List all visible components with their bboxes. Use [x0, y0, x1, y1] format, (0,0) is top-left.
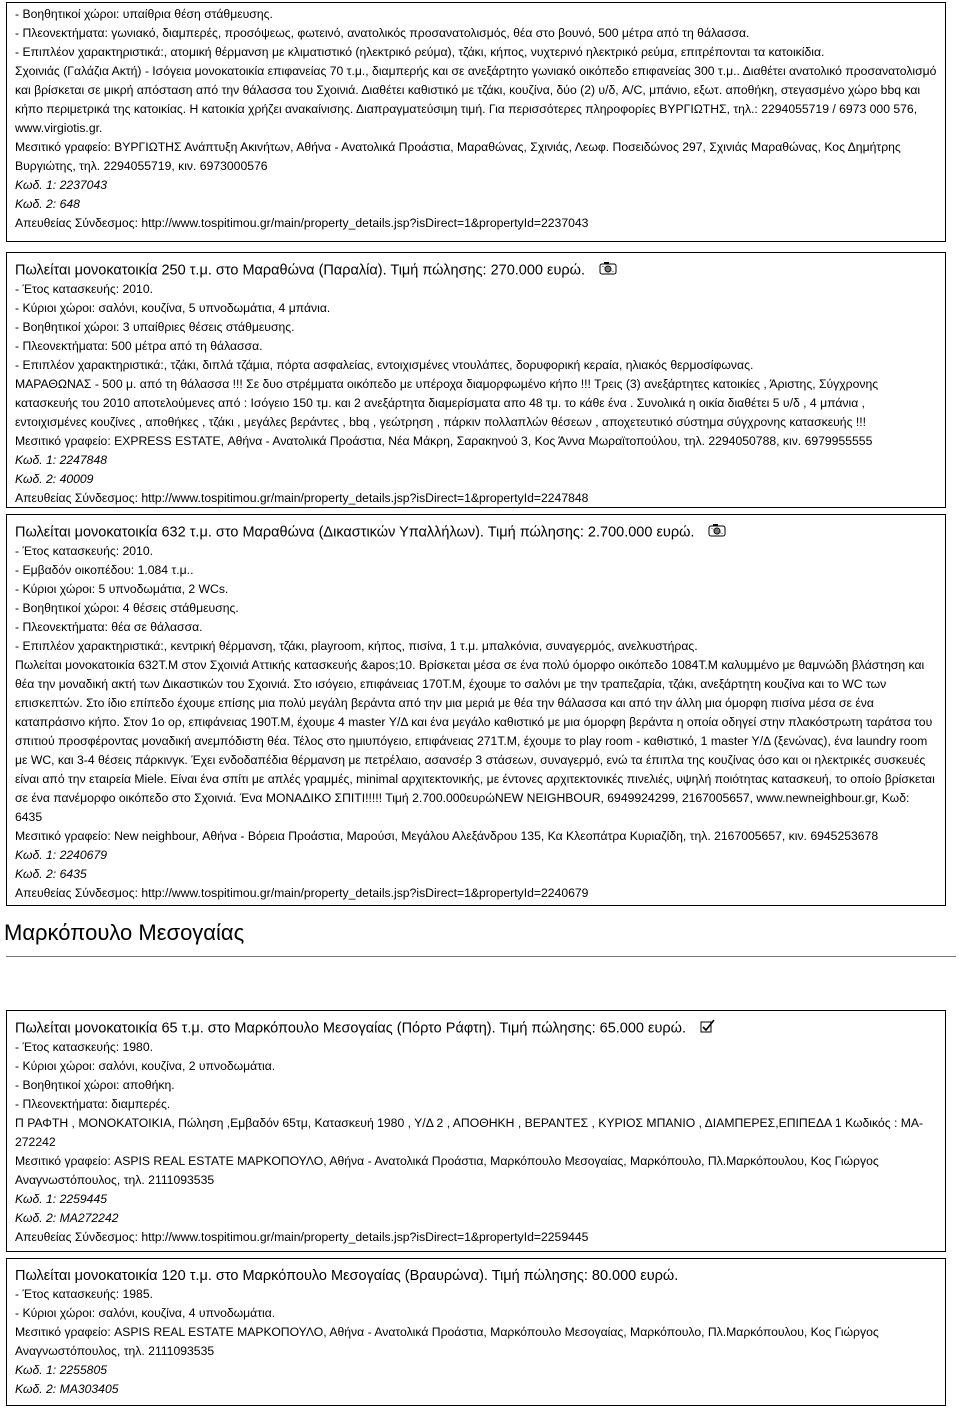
feature-line: - Πλεονεκτήματα: θέα σε θάλασσα.: [15, 620, 203, 634]
feature-line: - Πλεονεκτήματα: γωνιακό, διαμπερές, προσόψεως, φωτεινό, ανατολικός προσανατολισμός, θέα στο βουνό, 500 μέτρα από τη θάλασσα.: [15, 26, 750, 40]
feature-line: - Βοηθητικοί χώροι: αποθήκη.: [15, 1078, 175, 1092]
listing-card: [6, 252, 946, 508]
agency-info: Μεσιτικό γραφείο: ASPIS REAL ESTATE ΜΑΡΚΟΠΟΥΛΟ, Αθήνα - Ανατολικά Προάστια, Μαρκόπουλο Μεσογαίας, Μαρκόπουλο, Πλ.Μαρκόπουλου, Κος Γιώργος Αναγνωστόπουλος, τηλ. 2111093535: [15, 1325, 879, 1358]
camera-icon[interactable]: [708, 523, 726, 542]
code-2: Κωδ. 2: 6435: [15, 867, 87, 881]
checkbox-icon[interactable]: [700, 1019, 716, 1038]
feature-line: - Πλεονεκτήματα: 500 μέτρα από τη θάλασσα.: [15, 339, 263, 353]
agency-info: Μεσιτικό γραφείο: ASPIS REAL ESTATE ΜΑΡΚΟΠΟΥΛΟ, Αθήνα - Ανατολικά Προάστια, Μαρκόπουλο Μεσογαίας, Μαρκόπουλο, Πλ.Μαρκόπουλου, Κος Γιώργος Αναγνωστόπουλος, τηλ. 2111093535: [15, 1154, 879, 1187]
section-divider: [6, 956, 956, 957]
feature-line: - Έτος κατασκευής: 2010.: [15, 544, 153, 558]
code-1: Κωδ. 1: 2255805: [15, 1363, 108, 1377]
feature-line: - Βοηθητικοί χώροι: 4 θέσεις στάθμευσης.: [15, 601, 239, 615]
listing-description: Σχοινιάς (Γαλάζια Ακτή) - Ισόγεια μονοκατοικία επιφανείας 70 τ.μ., διαμπερής και σε ανεξάρτητο γωνιακό οικόπεδο επιφανείας 300 τ.μ.. Διαθέτει ανατολικό προσανατολισμό και βρίσκεται σε μικρή απόσταση από την θάλασσα του Σχοινιά. Διαθέτει καθιστικό με τζάκι, κουζίνα, δύο (2) υ/δ, A/C, μπάνιο, εξωτ. αποθήκη, στεγασμένο χώρο bbq και κήπο περιμετρικά της κατοικίας. Η κατοικία χρήζει ανακαίνισης. Διαπραγματεύσιμη τιμή. Για περισσότερες πληροφορίες ΒΥΡΓΙΩΤΗΣ, τηλ.: 2294055719 / 6973 000 576, www.virgiotis.gr.: [15, 64, 937, 135]
listing-title: [15, 1019, 937, 1038]
agency-info: Μεσιτικό γραφείο: ΒΥΡΓΙΩΤΗΣ Ανάπτυξη Ακινήτων, Αθήνα - Ανατολικά Προάστια, Μαραθώνας, Σχινιάς, Λεωφ. Ποσειδώνος 297, Σχινιάς Μαραθώνας, Κος Δημήτρης Βυργιώτης, τηλ. 2294055719, κιν. 6973000576: [15, 140, 901, 173]
feature-line: - Πλεονεκτήματα: διαμπερές.: [15, 1097, 171, 1111]
code-2: Κωδ. 2: 648: [15, 197, 80, 211]
code-2: Κωδ. 2: 40009: [15, 472, 94, 486]
feature-line: - Βοηθητικοί χώροι: 3 υπαίθριες θέσεις στάθμευσης.: [15, 320, 295, 334]
feature-line: - Έτος κατασκευής: 1980.: [15, 1040, 153, 1054]
listing-description: ΜΑΡΑΘΩΝΑΣ - 500 μ. από τη θάλασσα !!! Σε δυο στρέμματα οικόπεδο με υπέροχα διαμορφωμένο κήπο !!! Τρεις (3) ανεξάρτητες κατοικίες , Άριστης, Σύγχρονης κατασκευής του 2010 αποτελούμενες από : Ισόγειο 150 τμ. και 2 ανεξάρτητα διαμερίσματα απο 48 τμ. το κάθε ένα . Συνολικά η οικία διαθέτει 5 υ/δ , 4 μπάνια , εντοιχισμένες κουζίνες , αποθήκες , τζάκι , μεγάλες βεράντες , bbq , γεώτρηση , πάρκιν πολλαπλών θέσεων , αποχετευτικό σύστημα σύγχρονης κατασκευής !!!: [15, 377, 879, 429]
direct-link[interactable]: Απευθείας Σύνδεσμος: http://www.tospitimou.gr/main/property_details.jsp?isDirect=1&propertyId=2237043: [15, 216, 589, 230]
code-1: Κωδ. 1: 2247848: [15, 453, 108, 467]
feature-line: - Κύριοι χώροι: 5 υπνοδωμάτια, 2 WCs.: [15, 582, 229, 596]
code-2: Κωδ. 2: MA272242: [15, 1211, 119, 1225]
listing-title-text: Πωλείται μονοκατοικία 632 τ.μ. στο Μαραθώνα (Δικαστικών Υπαλλήλων). Τιμή πώλησης: 2.700.000 ευρώ.: [15, 524, 695, 541]
feature-line: - Έτος κατασκευής: 1985.: [15, 1287, 153, 1301]
feature-line: - Βοηθητικοί χώροι: υπαίθρια θέση στάθμευσης.: [15, 7, 273, 21]
code-1: Κωδ. 1: 2259445: [15, 1192, 108, 1206]
listing-description: Πωλείται μονοκατοικία 632Τ.Μ στον Σχοινιά Αττικής κατασκευής &apos;10. Βρίσκεται μέσα σε ένα πολύ όμορφο οικόπεδο 1084Τ.Μ καλυμμένο με θαμνώδη βλάστηση και θέα την μοναδική ακτή των Δικαστικών του Σχοινιά. Στο ισόγειο, επιφάνειας 170Τ.Μ, έχουμε το σαλόνι με την τραπεζαρία, τζάκι, ανεξάρτητη κουζίνα και το WC των επισκεπτών. Στο ίδιο επίπεδο έχουμε επίσης μια πολύ μεγάλη βεράντα από την μια μεριά με θέα την θάλασσα και από την άλλη μια όμορφη πισίνα μέσα σε ένα καταπράσινο κήπο. Στον 1ο ορ, επιφάνειας 190Τ.Μ, έχουμε 4 master Υ/Δ και ένα μεγάλο καθιστικό με μια όμορφη βεράντα η οποία οδηγεί στην πλακόστρωτη ταράτσα του σπιτιού προσφέροντας μοναδική ανεμπόδιστη θέα. Τέλος στο ημιυπόγειο, επιφάνειας 271Τ.Μ, έχουμε το play room - καθιστικό, 1 master Υ/Δ (ξενώνας), ένα laundry room με WC, και 3-4 θέσεις πάρκινγκ. Έχει ενδοδαπέδια θέρμανση με πετρέλαιο, ασανσέρ 3 στάσεων, συναγερμό, ενώ τα έπιπλα της κουζίνας όσο και οι ηλεκτρικές συσκευές είναι από την εταιρεία Miele. Είναι ένα σπίτι με απλές γραμμές, minimal αρχιτεκτονικής, με έντονες αρχιτεκτονικές πινελιές, υψηλή ποιότητας κατασκευή, το οποίο βρίσκεται σε ένα πανέμορφο οικόπεδο στο Σχοινιά. Ένα ΜΟΝΑΔΙΚΟ ΣΠΙΤΙ!!!!! Τιμή 2.700.000ευρώNEW NEIGHBOUR, 6949924299, 2167005657, www.newneighbour.gr, Κωδ: 6435: [15, 658, 935, 824]
feature-line: - Κύριοι χώροι: σαλόνι, κουζίνα, 2 υπνοδωμάτια.: [15, 1059, 276, 1073]
feature-line: - Επιπλέον χαρακτηριστικά:, κεντρική θέρμανση, τζάκι, playroom, κήπος, πισίνα, 1 τ.μ. μπαλκόνια, συναγερμός, ανελκυστήρας.: [15, 639, 698, 653]
feature-line: - Εμβαδόν οικοπέδου: 1.084 τ.μ..: [15, 563, 194, 577]
agency-info: Μεσιτικό γραφείο: EXPRESS ESTATE, Αθήνα - Ανατολικά Προάστια, Νέα Μάκρη, Σαρακηνού 3, Κος Άννα Μωραϊτοπούλου, τηλ. 2294050788, κιν. 6979955555: [15, 434, 873, 448]
region-heading: Μαρκόπουλο Μεσογαίας: [4, 920, 245, 945]
feature-line: - Κύριοι χώροι: σαλόνι, κουζίνα, 4 υπνοδωμάτια.: [15, 1306, 276, 1320]
listing-card: [6, 1258, 946, 1406]
code-1: Κωδ. 1: 2237043: [15, 178, 108, 192]
listing-title-text: Πωλείται μονοκατοικία 65 τ.μ. στο Μαρκόπουλο Μεσογαίας (Πόρτο Ράφτη). Τιμή πώλησης: 65.000 ευρώ.: [15, 1020, 687, 1037]
direct-link[interactable]: Απευθείας Σύνδεσμος: http://www.tospitimou.gr/main/property_details.jsp?isDirect=1&propertyId=2259445: [15, 1230, 589, 1244]
agency-info: Μεσιτικό γραφείο: New neighbour, Αθήνα - Βόρεια Προάστια, Μαρούσι, Μεγάλου Αλεξάνδρου 135, Κα Κλεοπάτρα Κυριαζίδη, τηλ. 2167005657, κιν. 6945253678: [15, 829, 879, 843]
listing-card: [6, 514, 946, 906]
listing-description: Π ΡΑΦΤΗ , ΜΟΝΟΚΑΤΟΙΚΙΑ, Πώληση ,Εμβαδόν 65τμ, Κατασκευή 1980 , Υ/Δ 2 , ΑΠΟΘΗΚΗ , ΒΕΡΑΝΤΕΣ , ΚΥΡΙΟΣ ΜΠΑΝΙΟ , ΔΙΑΜΠΕΡΕΣ,ΕΠΙΠΕΔΑ 1 Κωδικός : MA-272242: [15, 1116, 924, 1149]
feature-line: - Επιπλέον χαρακτηριστικά:, ατομική θέρμανση με κλιματιστικό (ηλεκτρικό ρεύμα), τζάκι, κήπος, νυχτερινό ηλεκτρικό ρεύμα, επιτρέπονται τα κατοικίδια.: [15, 45, 825, 59]
direct-link[interactable]: Απευθείας Σύνδεσμος: http://www.tospitimou.gr/main/property_details.jsp?isDirect=1&propertyId=2240679: [15, 886, 589, 900]
feature-line: - Έτος κατασκευής: 2010.: [15, 282, 153, 296]
listing-title: [15, 523, 937, 542]
camera-icon[interactable]: [599, 261, 617, 280]
listing-card: [6, 1010, 946, 1252]
code-1: Κωδ. 1: 2240679: [15, 848, 108, 862]
feature-line: - Επιπλέον χαρακτηριστικά:, τζάκι, διπλά τζάμια, πόρτα ασφαλείας, εντοιχισμένες ντουλάπες, δορυφορική κεραία, ηλιακός θερμοσίφωνας.: [15, 358, 754, 372]
listing-title: Πωλείται μονοκατοικία 120 τ.μ. στο Μαρκόπουλο Μεσογαίας (Βραυρώνα). Τιμή πώλησης: 80.000 ευρώ.: [15, 1268, 679, 1284]
listing-title: [15, 261, 937, 280]
listing-card: [6, 2, 946, 242]
code-2: Κωδ. 2: MA303405: [15, 1382, 119, 1396]
feature-line: - Κύριοι χώροι: σαλόνι, κουζίνα, 5 υπνοδωμάτια, 4 μπάνια.: [15, 301, 331, 315]
direct-link[interactable]: Απευθείας Σύνδεσμος: http://www.tospitimou.gr/main/property_details.jsp?isDirect=1&propertyId=2247848: [15, 491, 589, 505]
listing-title-text: Πωλείται μονοκατοικία 250 τ.μ. στο Μαραθώνα (Παραλία). Τιμή πώλησης: 270.000 ευρώ.: [15, 262, 586, 279]
